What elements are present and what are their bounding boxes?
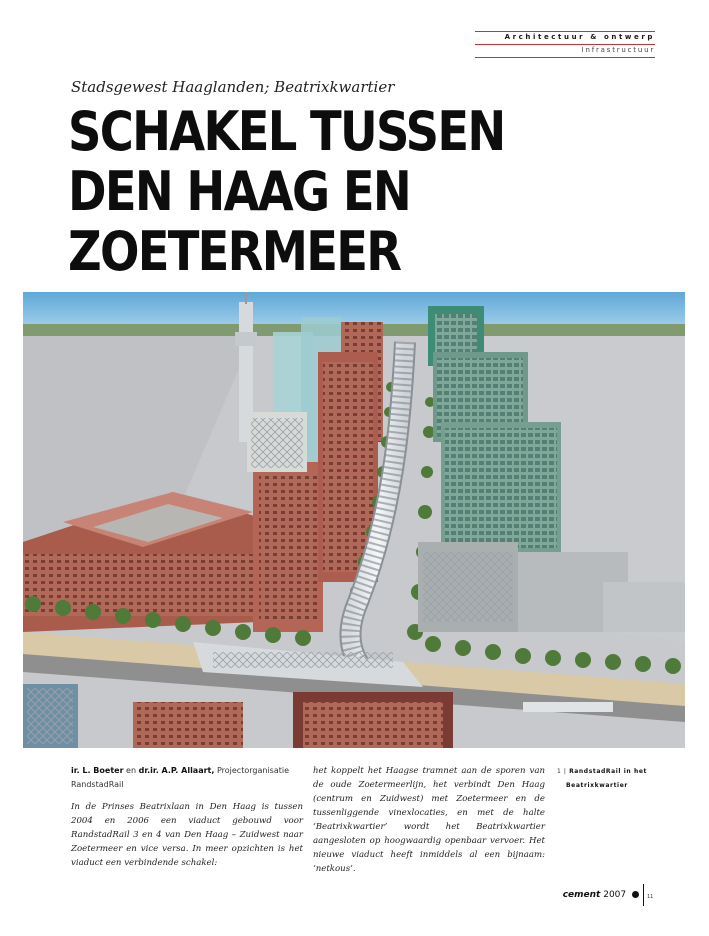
page-number: 11 [647, 894, 654, 900]
body-column-1: In de Prinses Beatrixlaan in Den Haag is tussen 2004 en 2006 een viaduct gebouwd voor RandstadRail 3 en 4 van Den Haag – Zuidwest naar Zoetermeer en vice versa. In meer opzichten is het viaduct een verbindende schakel: [71, 802, 303, 868]
title-line-1: SCHAKEL TUSSEN [68, 100, 505, 163]
kicker: Stadsgewest Haaglanden; Beatrixkwartier [71, 78, 395, 96]
footer-separator [643, 884, 644, 906]
hero-image [23, 292, 685, 748]
figure-caption [557, 765, 647, 793]
caption-number: 1 | [557, 768, 567, 775]
header-rule-top [475, 31, 655, 32]
magazine-name: cement [562, 890, 601, 900]
byline [71, 764, 303, 792]
page-title [68, 102, 505, 282]
magazine-year: 2007 [603, 890, 627, 900]
body-column-2: het koppelt het Haagse tramnet aan de sporen van de oude Zoetermeerlijn, het verbindt Den Haag (centrum en Zuidwest) met Zoetermeer en de tussenliggende vinexlocaties, en met de halte ‘Beatrixkwartier’ wordt het Beatrixkwartier aangesloten op hoogwaardig openbaar vervoer. Het nieuwe viaduct heeft inmiddels al een bijnaam: ‘netkous’. [313, 766, 545, 874]
caption-text-2: Beatrixkwartier [566, 782, 628, 789]
cement-logo-icon [632, 891, 639, 898]
header-rule-bottom [475, 57, 655, 58]
author-conj: en [123, 766, 139, 775]
subsection-label: Infrastructuur [581, 46, 655, 54]
viaduct-illustration [23, 292, 685, 748]
title-line-3: ZOETERMEER [68, 220, 401, 283]
author-org: Projectorganisatie RandstadRail [71, 766, 290, 789]
title-line-2: DEN HAAG EN [68, 160, 411, 223]
author-1: ir. L. Boeter [71, 766, 124, 775]
footer [563, 890, 639, 900]
author-2: dr.ir. A.P. Allaart, [138, 766, 215, 775]
header-rule-mid [475, 44, 655, 45]
section-label: Architectuur & ontwerp [504, 33, 655, 41]
caption-text-1: RandstadRail in het [569, 768, 647, 775]
